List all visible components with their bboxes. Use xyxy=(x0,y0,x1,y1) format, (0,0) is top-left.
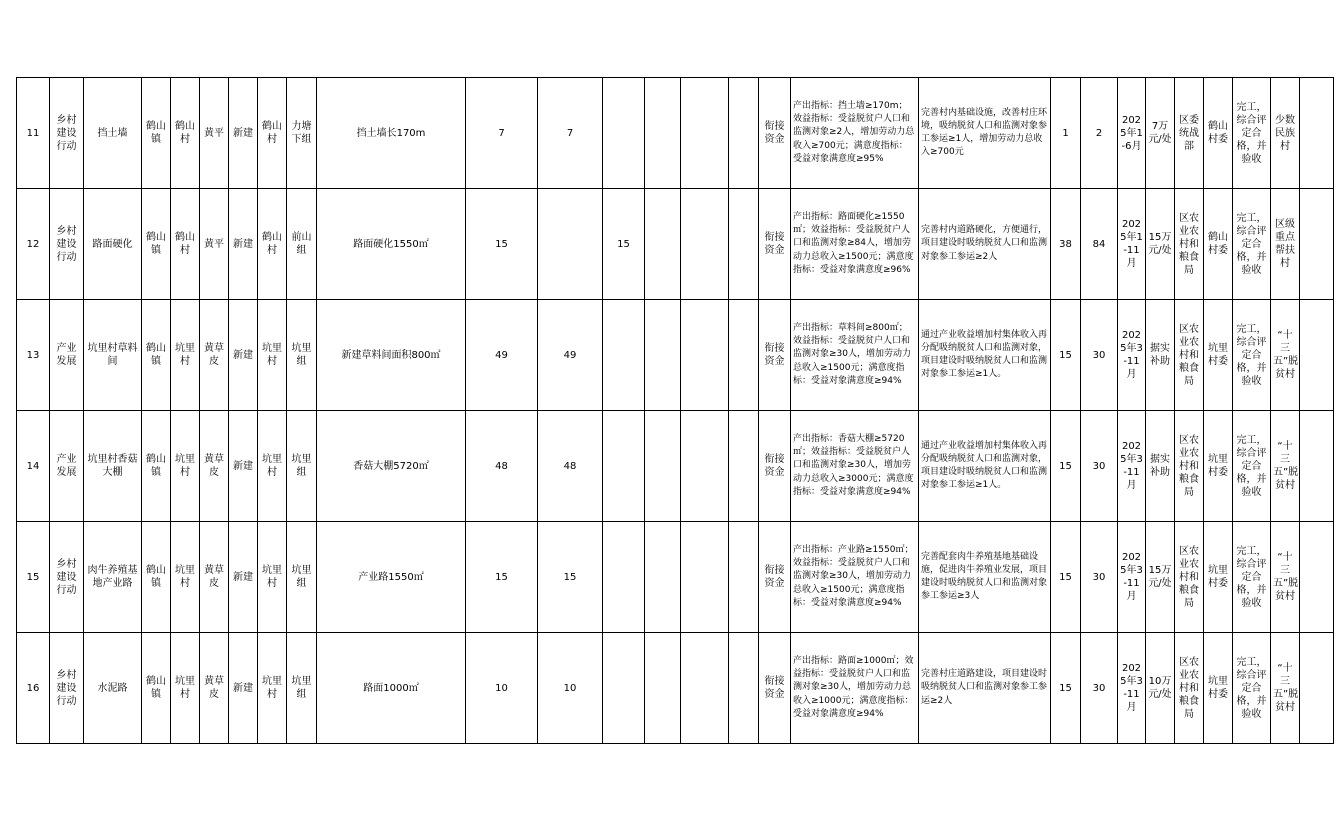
remark-cell: 少数民族村 xyxy=(1271,78,1300,189)
blank-cell xyxy=(1300,411,1334,522)
subsidy-cell: 10万元/处 xyxy=(1146,633,1175,744)
area-cell: 黄平 xyxy=(200,78,229,189)
project-name-cell: 坑里村草料间 xyxy=(84,300,142,411)
project-name-cell: 水泥路 xyxy=(84,633,142,744)
acceptance-cell: 完工，综合评定合格，并验收 xyxy=(1233,300,1271,411)
fund-amount-cell-a: 7 xyxy=(538,78,603,189)
subsidy-cell: 15万元/处 xyxy=(1146,522,1175,633)
fund-amount-cell-b xyxy=(603,411,645,522)
remark-cell: “十三五”脱贫村 xyxy=(1271,633,1300,744)
acceptance-cell: 完工，综合评定合格，并验收 xyxy=(1233,411,1271,522)
location-village-cell: 坑里村 xyxy=(258,633,287,744)
seq-cell: 14 xyxy=(17,411,50,522)
people-cell: 30 xyxy=(1081,411,1118,522)
total-investment-cell: 15 xyxy=(466,522,538,633)
category-cell: 产业发展 xyxy=(50,300,84,411)
fund-source-cell: 衔接资金 xyxy=(759,522,791,633)
period-cell: 2025年3-11月 xyxy=(1118,633,1146,744)
construction-content-cell: 挡土墙长170m xyxy=(317,78,466,189)
fund-amount-cell-a xyxy=(538,189,603,300)
construction-content-cell: 产业路1550㎡ xyxy=(317,522,466,633)
performance-indicators-cell: 产出指标：路面硬化≥1550㎡；效益指标：受益脱贫户人口和监测对象≥84人，增加劳动力总收入≥1500元；满意度指标：受益对象满意度≥96% xyxy=(791,189,919,300)
people-cell: 30 xyxy=(1081,522,1118,633)
fund-amount-cell-d xyxy=(681,78,729,189)
remark-cell: “十三五”脱贫村 xyxy=(1271,522,1300,633)
households-cell: 38 xyxy=(1051,189,1081,300)
town-cell: 鹤山镇 xyxy=(142,189,171,300)
acceptance-cell: 完工，综合评定合格，并验收 xyxy=(1233,633,1271,744)
location-village-cell: 鹤山村 xyxy=(258,78,287,189)
project-name-cell: 路面硬化 xyxy=(84,189,142,300)
project-table-container xyxy=(16,77,1334,744)
fund-amount-cell-d xyxy=(681,189,729,300)
fund-amount-cell-d xyxy=(681,522,729,633)
construction-type-cell: 新建 xyxy=(229,300,258,411)
table-row xyxy=(17,522,1334,633)
owner-cell: 坑里村委 xyxy=(1204,300,1233,411)
fund-amount-cell-a: 15 xyxy=(538,522,603,633)
fund-amount-cell-c xyxy=(645,522,681,633)
village-cell: 鹤山村 xyxy=(171,189,200,300)
performance-indicators-cell: 产出指标：挡土墙≥170m；效益指标：受益脱贫户人口和监测对象≥2人，增加劳动力总收入≥700元；满意度指标：受益对象满意度≥95% xyxy=(791,78,919,189)
subsidy-cell: 15万元/处 xyxy=(1146,189,1175,300)
fund-amount-cell-e xyxy=(729,189,759,300)
total-investment-cell: 49 xyxy=(466,300,538,411)
fund-amount-cell-e xyxy=(729,78,759,189)
fund-amount-cell-a: 49 xyxy=(538,300,603,411)
location-group-cell: 力塘下组 xyxy=(287,78,317,189)
blank-cell xyxy=(1300,633,1334,744)
fund-amount-cell-a: 48 xyxy=(538,411,603,522)
performance-indicators-cell: 产出指标：路面≥1000㎡；效益指标：受益脱贫户人口和监测对象≥30人，增加劳动力总收入≥1000元；满意度指标：受益对象满意度≥94% xyxy=(791,633,919,744)
owner-cell: 坑里村委 xyxy=(1204,522,1233,633)
fund-amount-cell-d xyxy=(681,300,729,411)
people-cell: 30 xyxy=(1081,300,1118,411)
owner-cell: 鹤山村委 xyxy=(1204,189,1233,300)
project-table xyxy=(16,77,1334,744)
table-row xyxy=(17,189,1334,300)
fund-amount-cell-d xyxy=(681,411,729,522)
area-cell: 黄草皮 xyxy=(200,522,229,633)
table-row xyxy=(17,633,1334,744)
fund-amount-cell-c xyxy=(645,633,681,744)
construction-type-cell: 新建 xyxy=(229,189,258,300)
households-cell: 15 xyxy=(1051,522,1081,633)
project-name-cell: 挡土墙 xyxy=(84,78,142,189)
blank-cell xyxy=(1300,300,1334,411)
period-cell: 2025年1-11月 xyxy=(1118,189,1146,300)
benefit-mechanism-cell: 完善村内基础设施，改善村庄环境，吸纳脱贫人口和监测对象参工参运≥1人，增加劳动力总收入≥700元 xyxy=(919,78,1051,189)
fund-amount-cell-b xyxy=(603,300,645,411)
remark-cell: 区级重点帮扶村 xyxy=(1271,189,1300,300)
people-cell: 30 xyxy=(1081,633,1118,744)
remark-cell: “十三五”脱贫村 xyxy=(1271,300,1300,411)
subsidy-cell: 据实补助 xyxy=(1146,411,1175,522)
benefit-mechanism-cell: 通过产业收益增加村集体收入再分配吸纳脱贫人口和监测对象，项目建设时吸纳脱贫人口和监测对象参工参运≥1人。 xyxy=(919,300,1051,411)
fund-amount-cell-b xyxy=(603,78,645,189)
period-cell: 2025年1-6月 xyxy=(1118,78,1146,189)
people-cell: 2 xyxy=(1081,78,1118,189)
fund-amount-cell-c xyxy=(645,78,681,189)
performance-indicators-cell: 产出指标：香菇大棚≥5720㎡；效益指标：受益脱贫户人口和监测对象≥30人，增加劳动力总收入≥3000元；满意度指标：受益对象满意度≥94% xyxy=(791,411,919,522)
table-row xyxy=(17,300,1334,411)
category-cell: 产业发展 xyxy=(50,411,84,522)
households-cell: 15 xyxy=(1051,633,1081,744)
fund-amount-cell-e xyxy=(729,633,759,744)
village-cell: 坑里村 xyxy=(171,633,200,744)
department-cell: 区农业农村和粮食局 xyxy=(1175,411,1204,522)
location-group-cell: 前山组 xyxy=(287,189,317,300)
department-cell: 区农业农村和粮食局 xyxy=(1175,189,1204,300)
households-cell: 15 xyxy=(1051,411,1081,522)
owner-cell: 坑里村委 xyxy=(1204,411,1233,522)
department-cell: 区农业农村和粮食局 xyxy=(1175,300,1204,411)
area-cell: 黄草皮 xyxy=(200,300,229,411)
fund-source-cell: 衔接资金 xyxy=(759,189,791,300)
total-investment-cell: 15 xyxy=(466,189,538,300)
acceptance-cell: 完工，综合评定合格，并验收 xyxy=(1233,189,1271,300)
area-cell: 黄平 xyxy=(200,189,229,300)
construction-type-cell: 新建 xyxy=(229,522,258,633)
fund-amount-cell-b xyxy=(603,522,645,633)
table-body xyxy=(17,78,1334,744)
fund-amount-cell-b: 15 xyxy=(603,189,645,300)
benefit-mechanism-cell: 完善村内道路硬化，方便通行，项目建设时吸纳脱贫人口和监测对象参工参运≥2人 xyxy=(919,189,1051,300)
location-village-cell: 坑里村 xyxy=(258,411,287,522)
owner-cell: 坑里村委 xyxy=(1204,633,1233,744)
households-cell: 15 xyxy=(1051,300,1081,411)
seq-cell: 13 xyxy=(17,300,50,411)
department-cell: 区委统战部 xyxy=(1175,78,1204,189)
total-investment-cell: 48 xyxy=(466,411,538,522)
fund-source-cell: 衔接资金 xyxy=(759,78,791,189)
blank-cell xyxy=(1300,189,1334,300)
village-cell: 坑里村 xyxy=(171,411,200,522)
department-cell: 区农业农村和粮食局 xyxy=(1175,633,1204,744)
fund-amount-cell-b xyxy=(603,633,645,744)
fund-source-cell: 衔接资金 xyxy=(759,633,791,744)
acceptance-cell: 完工，综合评定合格，并验收 xyxy=(1233,522,1271,633)
village-cell: 坑里村 xyxy=(171,522,200,633)
table-row xyxy=(17,411,1334,522)
people-cell: 84 xyxy=(1081,189,1118,300)
town-cell: 鹤山镇 xyxy=(142,633,171,744)
table-row xyxy=(17,78,1334,189)
benefit-mechanism-cell: 通过产业收益增加村集体收入再分配吸纳脱贫人口和监测对象，项目建设时吸纳脱贫人口和监测对象参工参运≥1人。 xyxy=(919,411,1051,522)
fund-amount-cell-a: 10 xyxy=(538,633,603,744)
town-cell: 鹤山镇 xyxy=(142,411,171,522)
category-cell: 乡村建设行动 xyxy=(50,633,84,744)
period-cell: 2025年3-11月 xyxy=(1118,300,1146,411)
project-name-cell: 肉牛养殖基地产业路 xyxy=(84,522,142,633)
area-cell: 黄草皮 xyxy=(200,411,229,522)
subsidy-cell: 7万元/处 xyxy=(1146,78,1175,189)
town-cell: 鹤山镇 xyxy=(142,78,171,189)
location-group-cell: 坑里组 xyxy=(287,300,317,411)
seq-cell: 11 xyxy=(17,78,50,189)
construction-type-cell: 新建 xyxy=(229,411,258,522)
construction-type-cell: 新建 xyxy=(229,633,258,744)
fund-amount-cell-e xyxy=(729,522,759,633)
village-cell: 鹤山村 xyxy=(171,78,200,189)
area-cell: 黄草皮 xyxy=(200,633,229,744)
subsidy-cell: 据实补助 xyxy=(1146,300,1175,411)
department-cell: 区农业农村和粮食局 xyxy=(1175,522,1204,633)
fund-amount-cell-d xyxy=(681,633,729,744)
blank-cell xyxy=(1300,78,1334,189)
construction-type-cell: 新建 xyxy=(229,78,258,189)
acceptance-cell: 完工，综合评定合格，并验收 xyxy=(1233,78,1271,189)
project-name-cell: 坑里村香菇大棚 xyxy=(84,411,142,522)
category-cell: 乡村建设行动 xyxy=(50,78,84,189)
fund-amount-cell-c xyxy=(645,189,681,300)
period-cell: 2025年3-11月 xyxy=(1118,522,1146,633)
location-village-cell: 鹤山村 xyxy=(258,189,287,300)
fund-source-cell: 衔接资金 xyxy=(759,411,791,522)
total-investment-cell: 7 xyxy=(466,78,538,189)
location-village-cell: 坑里村 xyxy=(258,522,287,633)
construction-content-cell: 新建草料间面积800㎡ xyxy=(317,300,466,411)
households-cell: 1 xyxy=(1051,78,1081,189)
total-investment-cell: 10 xyxy=(466,633,538,744)
performance-indicators-cell: 产出指标：草料间≥800㎡；效益指标：受益脱贫户人口和监测对象≥30人，增加劳动力总收入≥1500元；满意度指标：受益对象满意度≥94% xyxy=(791,300,919,411)
fund-amount-cell-e xyxy=(729,411,759,522)
seq-cell: 15 xyxy=(17,522,50,633)
location-group-cell: 坑里组 xyxy=(287,411,317,522)
category-cell: 乡村建设行动 xyxy=(50,189,84,300)
construction-content-cell: 路面1000㎡ xyxy=(317,633,466,744)
fund-source-cell: 衔接资金 xyxy=(759,300,791,411)
location-group-cell: 坑里组 xyxy=(287,522,317,633)
construction-content-cell: 路面硬化1550㎡ xyxy=(317,189,466,300)
town-cell: 鹤山镇 xyxy=(142,522,171,633)
location-village-cell: 坑里村 xyxy=(258,300,287,411)
town-cell: 鹤山镇 xyxy=(142,300,171,411)
fund-amount-cell-c xyxy=(645,411,681,522)
seq-cell: 12 xyxy=(17,189,50,300)
benefit-mechanism-cell: 完善村庄道路建设，项目建设时吸纳脱贫人口和监测对象参工参运≥2人 xyxy=(919,633,1051,744)
fund-amount-cell-c xyxy=(645,300,681,411)
owner-cell: 鹤山村委 xyxy=(1204,78,1233,189)
period-cell: 2025年3-11月 xyxy=(1118,411,1146,522)
fund-amount-cell-e xyxy=(729,300,759,411)
blank-cell xyxy=(1300,522,1334,633)
remark-cell: “十三五”脱贫村 xyxy=(1271,411,1300,522)
construction-content-cell: 香菇大棚5720㎡ xyxy=(317,411,466,522)
performance-indicators-cell: 产出指标：产业路≥1550㎡；效益指标：受益脱贫户人口和监测对象≥30人，增加劳动力总收入≥1500元；满意度指标：受益对象满意度≥94% xyxy=(791,522,919,633)
seq-cell: 16 xyxy=(17,633,50,744)
category-cell: 乡村建设行动 xyxy=(50,522,84,633)
location-group-cell: 坑里组 xyxy=(287,633,317,744)
village-cell: 坑里村 xyxy=(171,300,200,411)
benefit-mechanism-cell: 完善配套肉牛养殖基地基础设施，促进肉牛养殖业发展，项目建设时吸纳脱贫人口和监测对象参工参运≥3人 xyxy=(919,522,1051,633)
